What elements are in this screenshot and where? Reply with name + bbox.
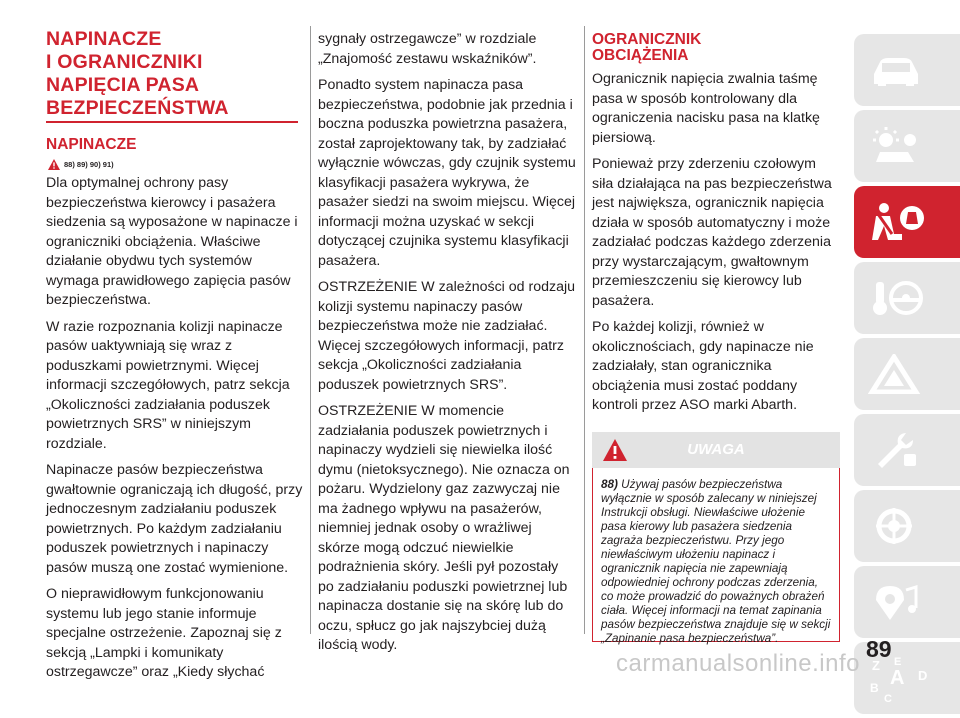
warning-body xyxy=(592,468,840,645)
warning-triangle-icon xyxy=(48,159,60,170)
warning-text xyxy=(601,478,831,646)
warning-lights-icon xyxy=(868,126,924,166)
svg-text:Z: Z xyxy=(872,658,880,673)
warning-refs-text: 88) 89) 90) 91) xyxy=(64,160,114,169)
column-divider xyxy=(310,26,311,634)
column-2 xyxy=(318,30,576,663)
warning-label: UWAGA xyxy=(687,441,745,458)
subheading-napinacze: NAPINACZE xyxy=(46,136,137,153)
emergency-triangle-icon xyxy=(868,354,924,394)
paragraph: Napinacze pasów bezpieczeństwa gwałtownie ograniczają ich długość, przy jednoczesnym zadziałaniu poduszek powietrznych. Po każdym zadziałaniu poduszek powietrznych i napinaczy pasów muszą one zostać wymienione. xyxy=(46,462,303,576)
column-1 xyxy=(46,26,306,690)
svg-text:B: B xyxy=(870,681,879,695)
multimedia-icon xyxy=(868,582,924,622)
section-title xyxy=(46,30,306,118)
section-title-line: NAPINACZE xyxy=(46,28,162,50)
warning-content: Używaj pasów bezpieczeństwa wyłącznie w sposób zalecany w niniejszej Instrukcji obsługi. Niewłaściwe ułożenie pasa kierowy lub pasażera siedzenia zagraża bezpieczeństwu. Przy jego niewłaściwym ułożeniu napinacz i ogranicznik napięcia nie zapewniają odpowiedniej ochrony podczas zderzenia, co może prowadzić do poważnych obrażeń ciała. Więcej informacji na temat zapinania pasów bezpieczeństwa znajduje się w sekcji „Zapinanie pasa bezpieczeństwa”. xyxy=(601,477,831,645)
svg-text:C: C xyxy=(884,693,892,702)
tab-warning-lights[interactable] xyxy=(854,110,960,182)
car-dashboard-icon xyxy=(868,50,924,90)
paragraph: Po każdej kolizji, również w okolicznościach, gdy napinacze nie zadziałały, stan ogranicznika obciążenia musi zostać poddany kontroli przez ASO marki Abarth. xyxy=(592,319,814,413)
section-title-line: BEZPIECZEŃSTWA xyxy=(46,97,229,119)
column-3 xyxy=(592,26,840,645)
tab-technical-data[interactable] xyxy=(854,490,960,562)
paragraph: sygnały ostrzegawcze” w rozdziale „Znajomość zestawu wskaźników”. xyxy=(318,31,537,67)
heading-ogranicznik xyxy=(592,32,840,64)
ignition-key-steering-icon xyxy=(868,278,924,318)
paragraph: W razie rozpoznania kolizji napinacze pasów uaktywniają się wraz z poduszkami powietrznymi. Więcej informacji szczegółowych, patrz sekcja „Okoliczności zadziałania poduszek powietrznych SRS” w niniejszym rozdziale. xyxy=(46,318,290,452)
title-underline xyxy=(46,121,298,123)
tab-multimedia[interactable] xyxy=(854,566,960,638)
section-title-line: I OGRANICZNIKI xyxy=(46,51,203,73)
warning-refs xyxy=(48,159,306,170)
paragraph: Dla optymalnej ochrony pasy bezpieczeństwa kierowcy i pasażera siedzenia są wyposażone w napinacze i ograniczniki obciążenia. Właściwe działanie obydwu tych systemów wymaga prawidłowego zapięcia pasów bezpieczeństwa. xyxy=(46,175,298,308)
service-wrench-icon xyxy=(868,430,924,470)
heading-line: OBCIĄŻENIA xyxy=(592,47,689,64)
paragraph: OSTRZEŻENIE W momencie zadziałania poduszek powietrznych i napinaczy wydzieli się niewielka ilość dymu (nietoksycznego). Nie oznacza on pożaru. Wydzielony gaz zazwyczaj nie ma żadnego wpływu na pasażerów, niemniej jednak osoby o wrażliwej skórze mogą odczuć niewielkie podrażnienia skóry. Jeśli pył pozostały po zadziałaniu poduszki powietrznej lub napinacza dostanie się na skórę lub do oczu, spłucz go jak najszybciej dużą ilością wody. xyxy=(318,403,570,653)
warning-ref: 88) xyxy=(601,477,618,491)
tab-emergency[interactable] xyxy=(854,338,960,410)
column-divider xyxy=(584,26,585,634)
paragraph: Ponadto system napinacza pasa bezpieczeństwa, podobnie jak przednia i boczna poduszka powietrzna pasażera, został zaprojektowany tak, by zadziałać wyłącznie wówczas, gdy czujnik systemu klasyfikacji pasażera wykrywa, że pasażer siedzi na swoim miejscu. Więcej informacji można uzyskać w sekcji dotyczącej czujnika systemu klasyfikacji pasażera. xyxy=(318,77,576,269)
tab-maintenance[interactable] xyxy=(854,414,960,486)
paragraph: OSTRZEŻENIE W zależności od rodzaju kolizji systemu napinaczy pasów bezpieczeństwa może nie zadziałać. Więcej szczegółowych informacji, patrz sekcja „Okoliczności zadziałania poduszek powietrznych SRS”. xyxy=(318,279,576,393)
paragraph: O nieprawidłowym funkcjonowaniu systemu lub jego stanie informuje specjalne ostrzeżenie. Zapoznaj się z sekcją „Lampki i komunikaty ostrzegawcze” oraz „Kiedy słychać xyxy=(46,586,282,680)
tab-starting-driving[interactable] xyxy=(854,262,960,334)
warning-box xyxy=(592,432,840,645)
airbag-safety-icon xyxy=(868,200,928,244)
warning-header xyxy=(592,432,840,468)
paragraph: Ogranicznik napięcia zwalnia taśmę pasa w sposób kontrolowany dla ograniczenia nacisku pasa na klatkę piersiową. xyxy=(592,71,820,146)
tab-dashboard[interactable] xyxy=(854,34,960,106)
warning-triangle-icon xyxy=(602,438,628,462)
heading-line: OGRANICZNIK xyxy=(592,31,702,48)
svg-text:A: A xyxy=(890,667,905,689)
page-number: 89 xyxy=(866,636,892,662)
section-title-line: NAPIĘCIA PASA xyxy=(46,74,200,96)
svg-text:E: E xyxy=(894,656,902,668)
paragraph: Ponieważ przy zderzeniu czołowym siła działająca na pas bezpieczeństwa jest największa, ogranicznik napięcia działa w sposób automatyczny i może zadziałać podczas każdego zderzenia przy wystarczającym, gwałtownym przemieszczeniu się kierowcy lub pasażera. xyxy=(592,156,832,309)
chapter-tabs xyxy=(854,34,960,718)
tab-safety[interactable] xyxy=(854,186,960,258)
technical-data-icon xyxy=(868,506,924,546)
svg-text:D: D xyxy=(918,668,928,683)
watermark: carmanualsonline.info xyxy=(616,650,860,677)
